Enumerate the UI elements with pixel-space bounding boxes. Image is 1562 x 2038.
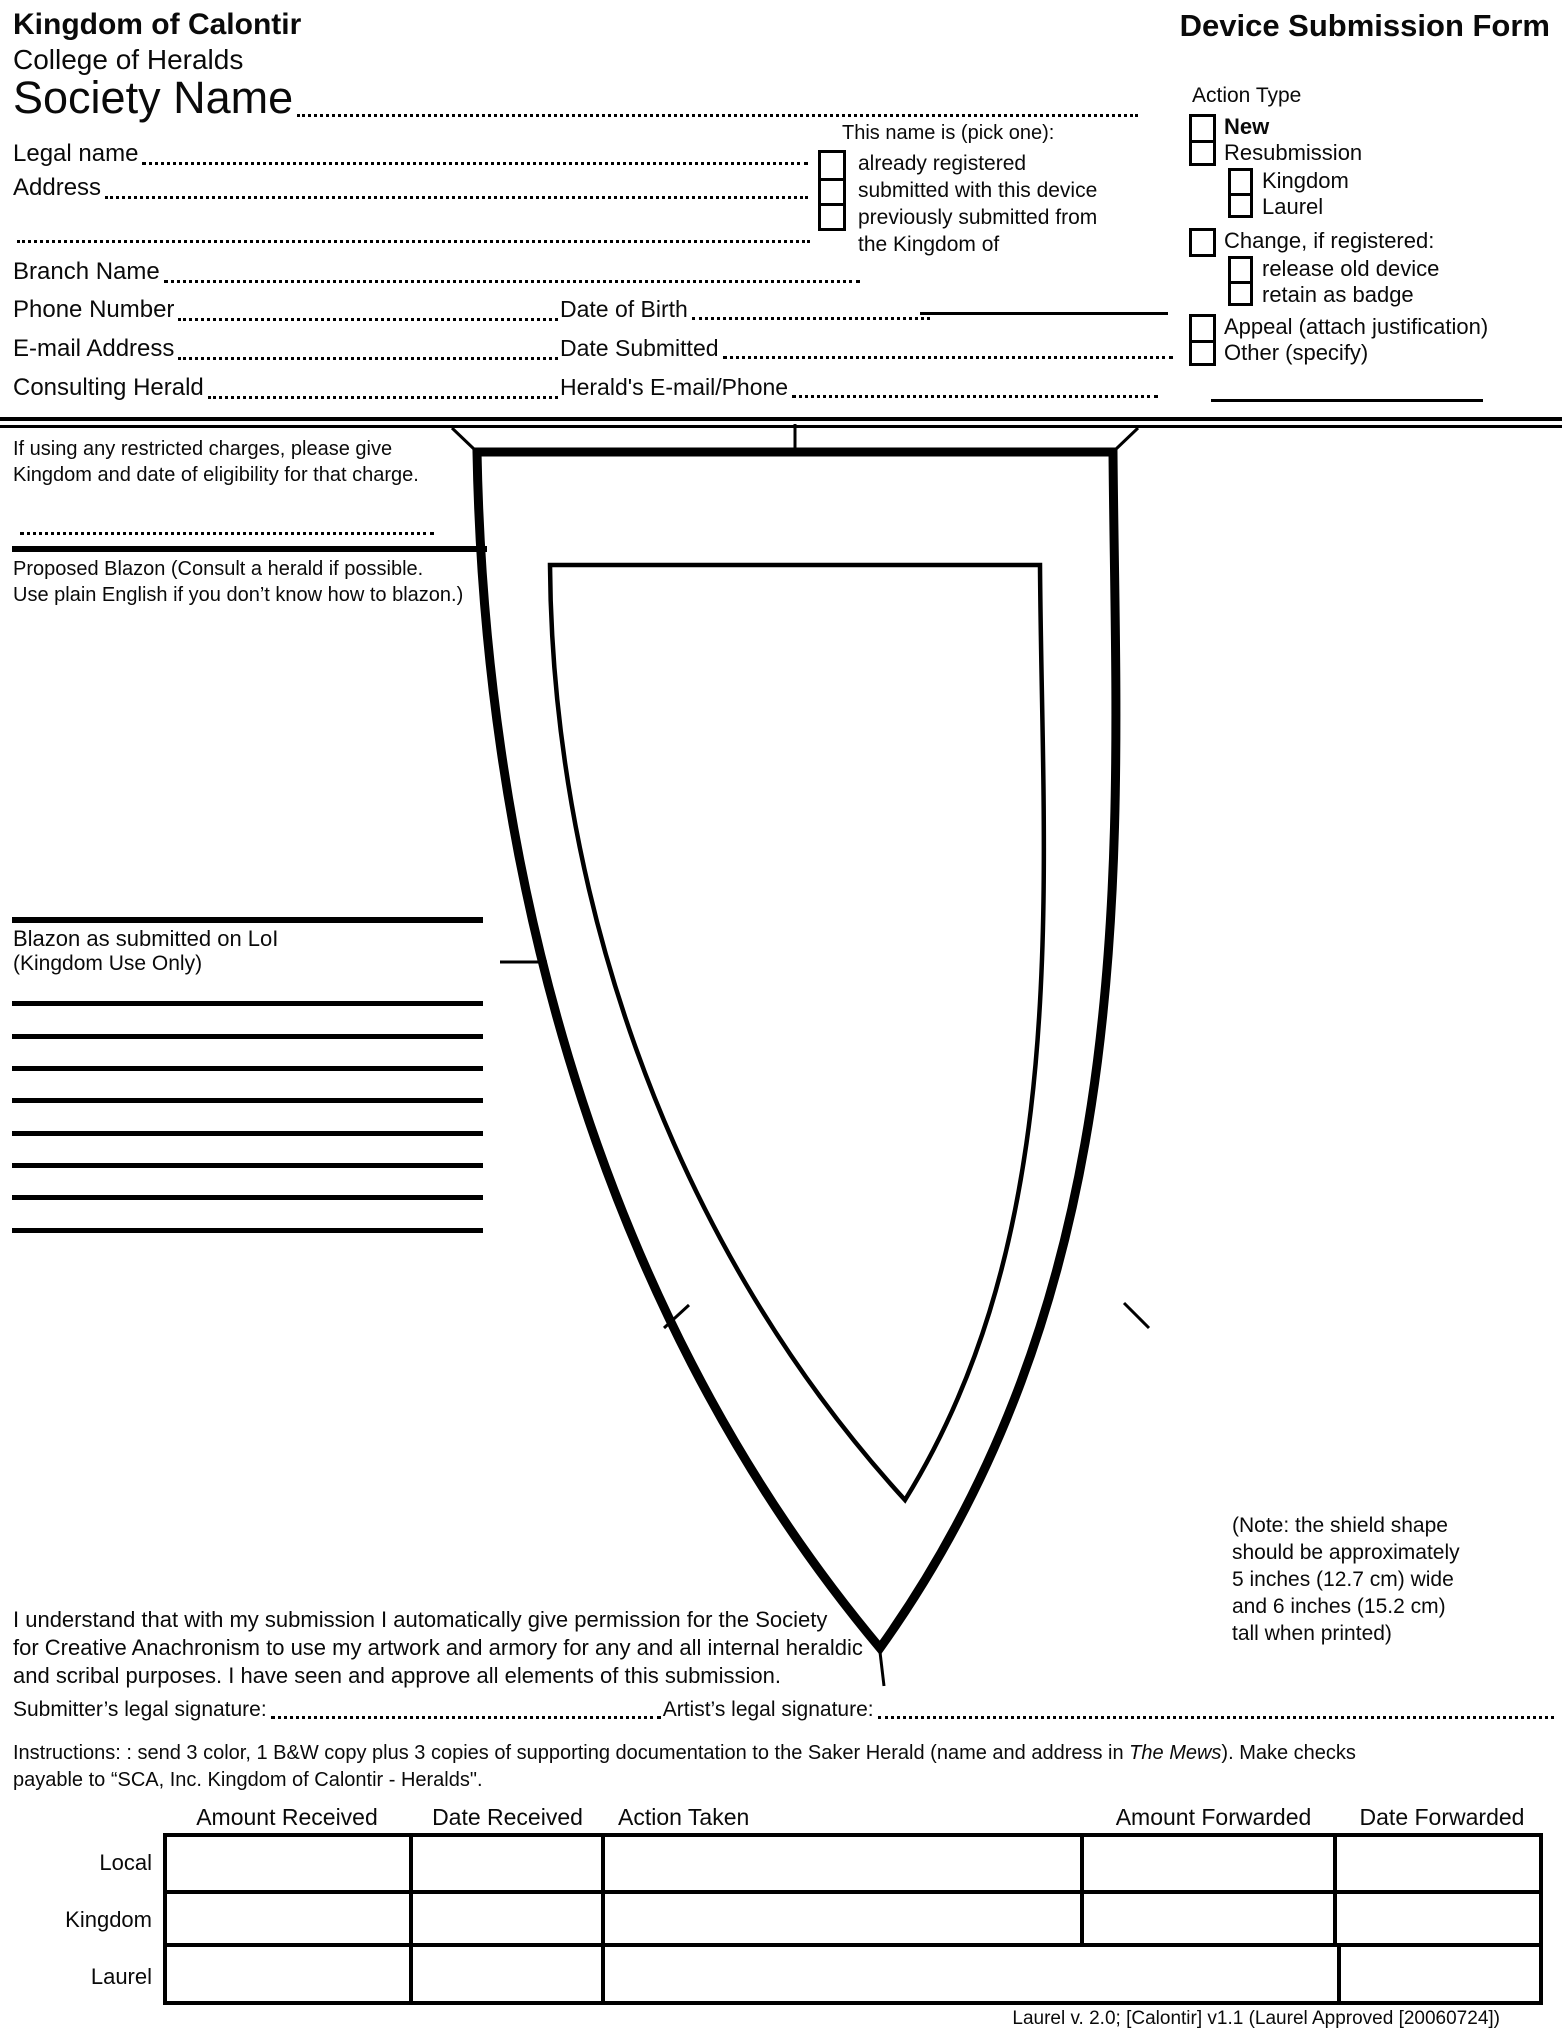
kingdom-blazon-rule bbox=[12, 917, 483, 923]
checkbox-submitted-with-device[interactable] bbox=[821, 178, 843, 203]
instructions-line1 bbox=[13, 1740, 1553, 1767]
table-row-label-kingdom: Kingdom bbox=[65, 1907, 152, 1932]
table-cell-laurel-amount-received[interactable] bbox=[167, 1947, 413, 2001]
date-of-birth-row bbox=[560, 296, 932, 323]
name-status-option-label: previously submitted from bbox=[858, 206, 1098, 229]
email-address-label: E-mail Address bbox=[13, 335, 175, 362]
heralds-email-extra-line[interactable] bbox=[1211, 399, 1483, 402]
table-cell-local-date-received[interactable] bbox=[413, 1837, 605, 1890]
shield-note-line: and 6 inches (15.2 cm) bbox=[1232, 1595, 1446, 1618]
table-header-amount-received: Amount Received bbox=[196, 1804, 378, 1830]
table-cell-local-action-taken[interactable] bbox=[605, 1837, 1084, 1890]
blazon-writing-line[interactable] bbox=[12, 1228, 483, 1233]
society-name-label: Society Name bbox=[13, 72, 294, 123]
restricted-charges-line1: If using any restricted charges, please give bbox=[13, 438, 393, 460]
table-cell-kingdom-amount-forwarded[interactable] bbox=[1084, 1894, 1337, 1943]
restricted-charges-line2: Kingdom and date of eligibility for that charge. bbox=[13, 464, 419, 486]
college-subtitle: College of Heralds bbox=[13, 44, 244, 75]
action-option-label: release old device bbox=[1262, 256, 1440, 281]
proposed-blazon-rule bbox=[12, 546, 487, 552]
consulting-herald-label: Consulting Herald bbox=[13, 374, 204, 401]
action-type-title: Action Type bbox=[1192, 84, 1302, 107]
table-cell-laurel-action-taken[interactable] bbox=[605, 1947, 1341, 2001]
blazon-writing-line[interactable] bbox=[12, 1066, 483, 1071]
table-header-date-received: Date Received bbox=[432, 1804, 583, 1830]
blazon-writing-line[interactable] bbox=[12, 1131, 483, 1136]
checkbox-laurel[interactable] bbox=[1231, 193, 1250, 215]
action-option-label: Resubmission bbox=[1224, 140, 1363, 165]
legal-name-row bbox=[13, 140, 810, 168]
name-status-checkbox-group bbox=[818, 150, 846, 231]
blazon-writing-line[interactable] bbox=[12, 1195, 483, 1200]
table-header-amount-forwarded: Amount Forwarded bbox=[1115, 1804, 1312, 1830]
action-option-label: retain as badge bbox=[1262, 282, 1414, 307]
checkbox-other[interactable] bbox=[1192, 340, 1213, 363]
action-option-label: Other (specify) bbox=[1224, 340, 1369, 365]
shield-note-line: tall when printed) bbox=[1232, 1622, 1392, 1645]
instructions-publication-name: The Mews bbox=[1129, 1742, 1222, 1764]
name-status-option-label: submitted with this device bbox=[858, 179, 1098, 202]
heralds-email-input-line[interactable] bbox=[792, 395, 1158, 398]
table-row bbox=[167, 1894, 1539, 1947]
branch-name-label: Branch Name bbox=[13, 258, 160, 285]
kingdom-blazon-title: Blazon as submitted on LoI bbox=[13, 926, 279, 951]
action-new-resub-group bbox=[1189, 114, 1216, 166]
address-row bbox=[13, 174, 810, 202]
heralds-email-row bbox=[560, 374, 1160, 401]
table-header-action-taken: Action Taken bbox=[618, 1804, 750, 1830]
address-continuation-line[interactable] bbox=[17, 240, 810, 243]
tracking-table-grid bbox=[163, 1833, 1543, 2005]
email-address-row bbox=[13, 335, 560, 363]
checkbox-new[interactable] bbox=[1192, 117, 1213, 140]
date-submitted-input-line[interactable] bbox=[723, 356, 1173, 359]
table-cell-laurel-date-received[interactable] bbox=[413, 1947, 605, 2001]
name-status-continuation: the Kingdom of bbox=[858, 233, 1000, 256]
section-divider-bottom bbox=[0, 425, 1562, 428]
instructions-prefix: Instructions: : send 3 color, 1 B&W copy plus 3 copies of supporting documentation to the Saker Herald (name and address in bbox=[13, 1742, 1130, 1764]
shield-right-side-tick bbox=[1124, 1303, 1149, 1328]
submitter-signature-input-line[interactable] bbox=[271, 1716, 661, 1719]
shield-outer-outline bbox=[477, 452, 1116, 1648]
checkbox-release-old-device[interactable] bbox=[1231, 259, 1250, 281]
table-row bbox=[167, 1837, 1539, 1894]
shield-inner-outline bbox=[550, 565, 1044, 1500]
permission-line: for Creative Anachronism to use my artwork and armory for any and all internal heraldic bbox=[13, 1635, 863, 1660]
proposed-blazon-line1: Proposed Blazon (Consult a herald if possible. bbox=[13, 558, 424, 580]
artist-signature-input-line[interactable] bbox=[878, 1716, 1554, 1719]
blazon-writing-line[interactable] bbox=[12, 1098, 483, 1103]
shield-size-note bbox=[1232, 1512, 1460, 1647]
checkbox-resubmission[interactable] bbox=[1192, 140, 1213, 163]
table-cell-kingdom-date-received[interactable] bbox=[413, 1894, 605, 1943]
name-status-title: This name is (pick one): bbox=[842, 122, 1055, 144]
kingdom-of-input-line[interactable] bbox=[920, 312, 1168, 315]
shield-top-right-tick bbox=[1115, 428, 1138, 450]
action-option-label: Change, if registered: bbox=[1224, 228, 1435, 253]
instructions-line2: payable to “SCA, Inc. Kingdom of Calontir - Heralds". bbox=[13, 1769, 483, 1791]
phone-number-label: Phone Number bbox=[13, 296, 175, 323]
society-name-row bbox=[13, 72, 1140, 124]
email-address-input-line[interactable] bbox=[178, 357, 558, 360]
consulting-herald-input-line[interactable] bbox=[208, 396, 558, 399]
action-appeal-other-group bbox=[1189, 314, 1216, 366]
shield-top-left-tick bbox=[452, 428, 475, 450]
blazon-writing-line[interactable] bbox=[12, 1163, 483, 1168]
permission-statement bbox=[13, 1606, 863, 1690]
form-version-footer: Laurel v. 2.0; [Calontir] v1.1 (Laurel Approved [20060724]) bbox=[1012, 2008, 1500, 2029]
branch-name-input-line[interactable] bbox=[164, 280, 860, 283]
phone-number-row bbox=[13, 296, 560, 324]
blazon-writing-line[interactable] bbox=[12, 1034, 483, 1039]
date-of-birth-input-line[interactable] bbox=[692, 317, 930, 320]
kingdom-blazon-subtitle: (Kingdom Use Only) bbox=[13, 952, 203, 975]
checkbox-appeal[interactable] bbox=[1192, 317, 1213, 340]
blazon-writing-line[interactable] bbox=[12, 1001, 483, 1006]
address-input-line[interactable] bbox=[105, 196, 808, 199]
kingdom-title: Kingdom of Calontir bbox=[13, 8, 302, 41]
table-cell-local-amount-forwarded[interactable] bbox=[1084, 1837, 1337, 1890]
table-cell-kingdom-date-forwarded[interactable] bbox=[1337, 1894, 1539, 1943]
table-cell-laurel-date-forwarded[interactable] bbox=[1341, 1947, 1539, 2001]
date-submitted-label: Date Submitted bbox=[560, 335, 719, 361]
permission-line: and scribal purposes. I have seen and approve all elements of this submission. bbox=[13, 1663, 781, 1688]
instructions bbox=[13, 1740, 1553, 1794]
shield-note-line: 5 inches (12.7 cm) wide bbox=[1232, 1568, 1454, 1591]
table-row-label-local: Local bbox=[99, 1850, 152, 1875]
heralds-email-label: Herald's E-mail/Phone bbox=[560, 374, 789, 400]
signature-row bbox=[13, 1698, 1556, 1722]
address-label: Address bbox=[13, 174, 102, 201]
table-row bbox=[167, 1947, 1539, 2001]
action-option-label: Appeal (attach justification) bbox=[1224, 314, 1489, 339]
legal-name-input-line[interactable] bbox=[142, 162, 808, 165]
society-name-input-line[interactable] bbox=[297, 114, 1138, 117]
branch-name-row bbox=[13, 258, 862, 286]
action-change-detail-group bbox=[1228, 256, 1253, 306]
section-divider-top bbox=[0, 417, 1562, 421]
checkbox-kingdom[interactable] bbox=[1231, 171, 1250, 193]
submitter-signature-label: Submitter’s legal signature: bbox=[13, 1698, 267, 1721]
date-of-birth-label: Date of Birth bbox=[560, 296, 688, 322]
table-cell-local-date-forwarded[interactable] bbox=[1337, 1837, 1539, 1890]
shield-note-line: (Note: the shield shape bbox=[1232, 1514, 1448, 1537]
shield-bottom-tick bbox=[880, 1652, 884, 1686]
proposed-blazon-line2: Use plain English if you don’t know how to blazon.) bbox=[13, 584, 464, 606]
checkbox-already-registered[interactable] bbox=[821, 153, 843, 178]
name-status-option-label: already registered bbox=[858, 152, 1027, 175]
table-header-date-forwarded: Date Forwarded bbox=[1359, 1804, 1525, 1830]
table-cell-kingdom-amount-received[interactable] bbox=[167, 1894, 413, 1943]
checkbox-change[interactable] bbox=[1192, 231, 1213, 254]
permission-line: I understand that with my submission I automatically give permission for the Society bbox=[13, 1607, 828, 1632]
action-resub-level-group bbox=[1228, 168, 1253, 218]
shield-note-line: should be approximately bbox=[1232, 1541, 1460, 1564]
checkbox-retain-as-badge[interactable] bbox=[1231, 281, 1250, 303]
instructions-suffix: ). Make checks bbox=[1221, 1742, 1356, 1764]
table-cell-local-amount-received[interactable] bbox=[167, 1837, 413, 1890]
consulting-herald-row bbox=[13, 374, 560, 402]
action-change-group bbox=[1189, 228, 1216, 257]
table-cell-kingdom-action-taken[interactable] bbox=[605, 1894, 1084, 1943]
artist-signature-label: Artist’s legal signature: bbox=[662, 1698, 874, 1721]
action-option-label: Kingdom bbox=[1262, 168, 1349, 193]
phone-number-input-line[interactable] bbox=[178, 318, 558, 321]
form-title: Device Submission Form bbox=[1179, 8, 1550, 43]
action-option-label: New bbox=[1224, 114, 1270, 139]
table-row-label-laurel: Laurel bbox=[90, 1964, 152, 1989]
date-submitted-row bbox=[560, 335, 1175, 362]
checkbox-previously-submitted[interactable] bbox=[821, 203, 843, 228]
action-option-label: Laurel bbox=[1262, 194, 1324, 219]
restricted-charges-input-line[interactable] bbox=[20, 532, 434, 535]
legal-name-label: Legal name bbox=[13, 140, 139, 167]
